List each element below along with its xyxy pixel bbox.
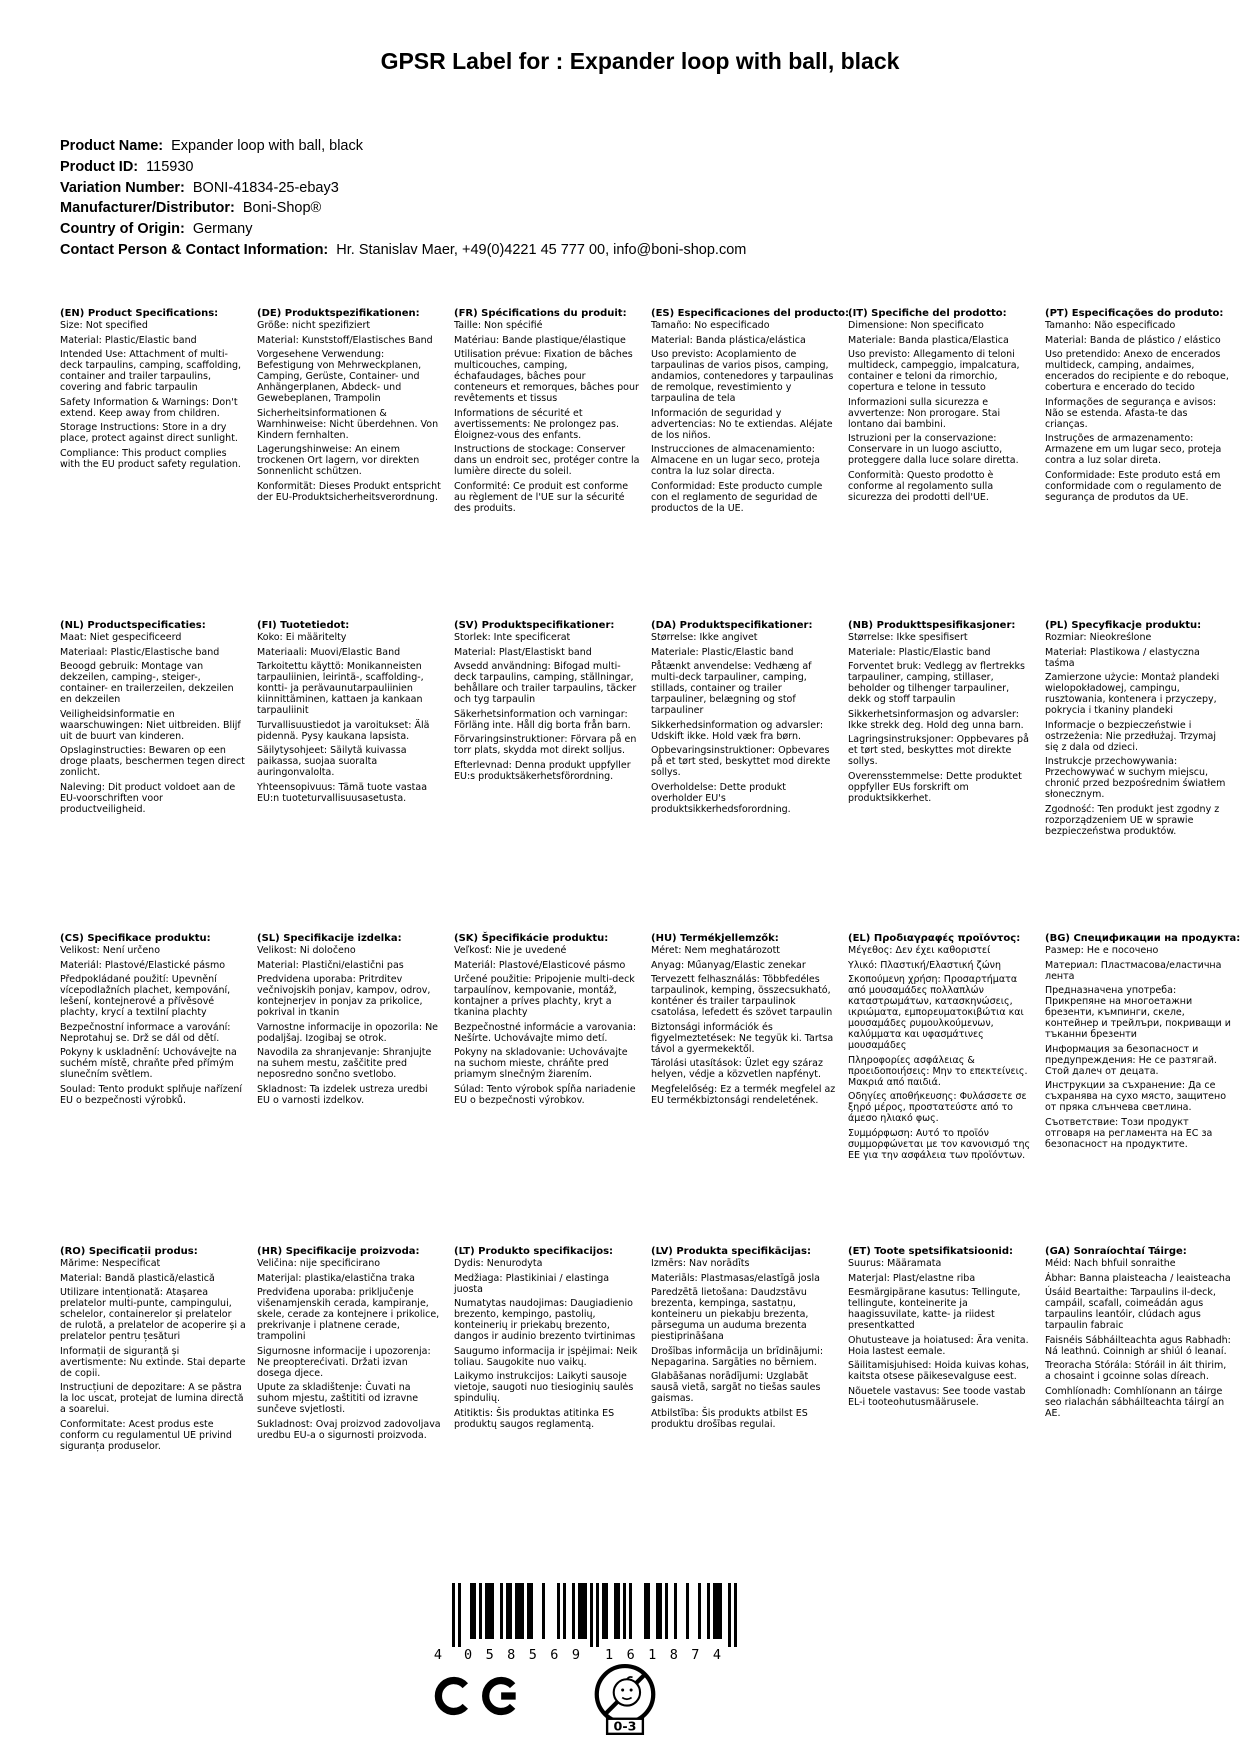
ean13-barcode xyxy=(430,1583,746,1667)
spec-cell-it xyxy=(848,308,1034,620)
spec-paragraph: Предназначена употреба: Прикрепяне на многоетажни брезенти, къмпинги, скеле, контейнер и трейлъри, покриващи и тъканни брезенти xyxy=(1045,985,1231,1040)
spec-cell-lt xyxy=(454,1246,640,1455)
spec-paragraph: Safety Information & Warnings: Don't extend. Keep away from children. xyxy=(60,396,238,419)
spec-paragraph: Naleving: Dit product voldoet aan de EU-voorschriften voor productveiligheid. xyxy=(60,781,236,815)
spec-paragraph: Materiāls: Plastmasas/elastīgā josla xyxy=(651,1272,820,1284)
spec-paragraph: Dimensione: Non specificato xyxy=(848,320,984,331)
product-info xyxy=(60,136,746,261)
spec-paragraph: Sikkerhedsinformation og advarsler: Udskift ikke. Hold væk fra børn. xyxy=(651,719,824,742)
spec-heading: (EN) Product Specifications: xyxy=(60,308,219,319)
spec-paragraph: Material: Banda plástica/elástica xyxy=(651,334,806,346)
spec-paragraph: Conformidade: Este produto está em conformidade com o regulamento de segurança de produtos da UE. xyxy=(1045,469,1222,503)
product-info-label: Manufacturer/Distributor: xyxy=(60,200,235,217)
spec-paragraph: Информация за безопасност и предупреждения: Не се разтягай. Стой далеч от децата. xyxy=(1045,1043,1217,1077)
spec-paragraph: Informations de sécurité et avertissements: Ne prolongez pas. Éloignez-vous des enfants. xyxy=(454,407,620,441)
spec-paragraph: Materiale: Plastic/Elastic band xyxy=(651,646,794,658)
spec-paragraph: Anyag: Műanyag/Elastic zenekar xyxy=(651,959,806,971)
spec-paragraph: Numatytas naudojimas: Daugiadienio brezento, kempingo, pastolių, konteinerių ir priekabų brezento, dangos ir audinio brezento tvirtinimas xyxy=(454,1298,636,1342)
spec-paragraph: Efterlevnad: Denna produkt uppfyller EU:s produktsäkerhetsförordning. xyxy=(454,759,631,782)
spec-heading: (DA) Produktspecifikationer: xyxy=(651,620,813,631)
spec-paragraph: Beoogd gebruik: Montage van dekzeilen, camping-, steiger-, container- en trailerzeilen, dekzeilen en dekzeilen xyxy=(60,661,234,705)
product-info-row xyxy=(60,157,746,178)
spec-heading: (BG) Спецификации на продукта: xyxy=(1045,933,1241,944)
spec-paragraph: Biztonsági információk és figyelmeztetések: Ne tegyük ki. Tartsa távol a gyermekektől. xyxy=(651,1021,834,1055)
barcode-bars xyxy=(430,1583,746,1663)
spec-paragraph: Méid: Nach bhfuil sonraithe xyxy=(1045,1258,1176,1269)
spec-heading: (PL) Specyfikacje produktu: xyxy=(1045,620,1202,631)
spec-paragraph: Pokyny na skladovanie: Uchovávajte na suchom mieste, chráňte pred priamym slnečným žiarením. xyxy=(454,1047,628,1080)
spec-paragraph: Información de seguridad y advertencias: No te extiendas. Aléjate de los niños. xyxy=(651,407,833,441)
spec-paragraph: Materiál: Plastové/Elastické pásmo xyxy=(60,959,226,971)
spec-paragraph: Opbevaringsinstruktioner: Opbevares på et tørt sted, beskyttet mod direkte sollys. xyxy=(651,745,831,778)
spec-paragraph: Zgodność: Ten produkt jest zgodny z rozporządzeniem UE w sprawie bezpieczeństwa produktów. xyxy=(1045,803,1220,837)
spec-paragraph: Megfelelőség: Ez a termék megfelel az EU termékbiztonsági rendeletének. xyxy=(651,1083,836,1106)
spec-paragraph: Förvaringsinstruktioner: Förvara på en torr plats, skydda mot direkt solljus. xyxy=(454,734,637,756)
spec-paragraph: Tervezett felhasználás: Többfedéles tarpaulinok, kemping, összecsukható, konténer és trailer tarpaulinok csatolása, lefedett és szövet tarpaulin xyxy=(651,974,833,1018)
spec-paragraph: Instrukcje przechowywania: Przechowywać w suchym miejscu, chronić przed bezpośrednim światłem słonecznym. xyxy=(1045,756,1226,800)
spec-paragraph: Инструкции за съхранение: Да се съхранява на сухо място, защитено от пряка слънчева светлина. xyxy=(1045,1080,1227,1113)
barcode-leading-digit: 4 xyxy=(433,1647,443,1663)
spec-paragraph: Veličina: nije specificirano xyxy=(257,1258,381,1269)
spec-paragraph: Medžiaga: Plastikiniai / elastinga juosta xyxy=(454,1272,610,1295)
spec-paragraph: Säilitamisjuhised: Hoida kuivas kohas, kaitsta otsese päikesevalguse eest. xyxy=(848,1360,1030,1382)
spec-paragraph: Předpokládané použití: Upevnění vícepodlažních plachet, kempování, lešení, kontejnerové a přívěsové plachty, krycí a textilní plachty xyxy=(60,974,231,1018)
spec-paragraph: Tarkoitettu käyttö: Monikanneisten tarpauliinien, leirintä-, scaffolding-, kontti- ja perävaunutarpauliinien kiinnittäminen, kattaen ja kankaan tarpauliinit xyxy=(257,661,424,716)
spec-paragraph: Säilytysohjeet: Säilytä kuivassa paikassa, suojaa suoralta auringonvalolta. xyxy=(257,745,407,778)
spec-paragraph: Utilisation prévue: Fixation de bâches multicouches, camping, échafaudages, bâches pour conteneurs et remorques, bâches pour revêtements et tissus xyxy=(454,349,639,404)
spec-paragraph: Matériau: Bande plastique/élastique xyxy=(454,334,626,346)
product-info-row xyxy=(60,198,746,219)
spec-paragraph: Storlek: Inte specificerat xyxy=(454,632,571,643)
spec-cell-es xyxy=(651,308,850,620)
spec-paragraph: Taille: Non spécifié xyxy=(454,320,543,331)
spec-cell-el xyxy=(848,933,1034,1246)
spec-cell-en xyxy=(60,308,246,620)
spec-paragraph: Υλικό: Πλαστική/Ελαστική ζώνη xyxy=(848,959,1002,971)
spec-paragraph: Conformità: Questo prodotto è conforme al regolamento sulla sicurezza dei prodotti dell'UE. xyxy=(848,469,994,503)
product-info-row xyxy=(60,219,746,240)
spec-paragraph: Navodila za shranjevanje: Shranjujte na suhem mestu, zaščitite pred neposredno sončno svetlobo. xyxy=(257,1047,432,1080)
spec-paragraph: Informações de segurança e avisos: Não se estenda. Afasta-te das crianças. xyxy=(1045,396,1217,430)
spec-paragraph: Ohutusteave ja hoiatused: Ära venita. Hoia lastest eemale. xyxy=(848,1334,1029,1357)
spec-paragraph: Materijal: plastika/elastična traka xyxy=(257,1272,415,1284)
spec-paragraph: Zamierzone użycie: Montaż plandeki wielopokładowej, campingu, rusztowania, kontenera i przyczepy, pokrycia i tkaniny plandeki xyxy=(1045,672,1220,716)
spec-paragraph: Размер: Не е посочено xyxy=(1045,945,1159,956)
spec-paragraph: Uso previsto: Acoplamiento de tarpaulinas de varios pisos, camping, andamios, contenedores y tarpaulinas de remolque, revestimiento y tarpaulina de tela xyxy=(651,349,834,404)
spec-paragraph: Instrucțiuni de depozitare: A se păstra la loc uscat, protejat de lumina directă a soarelui. xyxy=(60,1382,244,1415)
spec-paragraph: Overensstemmelse: Dette produktet oppfyller EUs forskrift om produktsikkerhet. xyxy=(848,770,1022,804)
age-warning-0-3-icon xyxy=(593,1662,657,1740)
baby-face-icon xyxy=(614,1679,640,1705)
spec-paragraph: Veľkosť: Nie je uvedené xyxy=(454,945,567,956)
spec-paragraph: Sukladnost: Ovaj proizvod zadovoljava uredbu EU-a o sigurnosti proizvoda. xyxy=(257,1418,441,1441)
spec-paragraph: Skladnost: Ta izdelek ustreza uredbi EU o varnosti izdelkov. xyxy=(257,1083,428,1106)
spec-paragraph: Materjal: Plast/elastne riba xyxy=(848,1272,976,1284)
spec-cell-fi xyxy=(257,620,443,933)
spec-paragraph: Instrucciones de almacenamiento: Almacene en un lugar seco, proteja contra la luz solar directa. xyxy=(651,444,820,477)
spec-paragraph: Materiał: Plastikowa / elastyczna taśma xyxy=(1045,646,1200,669)
spec-paragraph: Méret: Nem meghatározott xyxy=(651,945,781,956)
spec-paragraph: Predvidena uporaba: Pritrditev večnivojskih ponjav, kampov, odrov, kontejnerjev in ponjav za prikolice, pokrival in tkanin xyxy=(257,974,431,1018)
spec-paragraph: Uso pretendido: Anexo de encerados multideck, camping, andaimes, encerados do recipiente e do reboque, cobertura e encerado do tecido xyxy=(1045,349,1229,393)
spec-paragraph: Material: Plast/Elastiskt band xyxy=(454,646,592,658)
spec-cell-hu xyxy=(651,933,837,1246)
spec-cell-lv xyxy=(651,1246,837,1455)
spec-paragraph: Utilizare intenționată: Atașarea prelatelor multi-punte, campingului, schelelor, containerelor și prelatelor de rulotă, a prelatelor de acoperire și a prelatelor pentru țesături xyxy=(60,1287,246,1342)
spec-cell-de xyxy=(257,308,443,620)
spec-paragraph: Istruzioni per la conservazione: Conservare in un luogo asciutto, proteggere dalla luce solare diretta. xyxy=(848,433,1019,466)
spec-paragraph: Comhlíonadh: Comhlíonann an táirge seo rialachán sábháilteachta táirgí an AE. xyxy=(1045,1385,1225,1419)
spec-heading: (SV) Produktspecifikationer: xyxy=(454,620,615,631)
spec-paragraph: Intended Use: Attachment of multi-deck tarpaulins, camping, scaffolding, container and trailer tarpaulins, covering and fabric tarpaulin xyxy=(60,349,242,393)
spec-paragraph: Compliance: This product complies with the EU product safety regulation. xyxy=(60,447,241,470)
spec-heading: (IT) Specifiche del prodotto: xyxy=(848,308,1007,319)
spec-cell-bg xyxy=(1045,933,1241,1246)
spec-paragraph: Informații de siguranță și avertismente: Nu extinde. Stai departe de copii. xyxy=(60,1345,246,1379)
spec-paragraph: Úsáid Beartaithe: Tarpaulins il-deck, campáil, scafall, coimeádán agus tarpaulins leantóir, clúdach agus tarpaulin fabraic xyxy=(1045,1287,1216,1331)
spec-cell-sl xyxy=(257,933,443,1246)
spec-paragraph: Velikost: Není určeno xyxy=(60,945,161,956)
product-info-label: Contact Person & Contact Information: xyxy=(60,241,329,258)
spec-paragraph: Tamanho: Não especificado xyxy=(1045,320,1176,331)
spec-heading: (HU) Termékjellemzők: xyxy=(651,933,779,944)
spec-paragraph: Nõuetele vastavus: See toode vastab EL-i tooteohutusmäärusele. xyxy=(848,1385,1026,1408)
spec-paragraph: Materiaali: Muovi/Elastic Band xyxy=(257,646,401,658)
spec-paragraph: Opslaginstructies: Bewaren op een droge plaats, beschermen tegen direct zonlicht. xyxy=(60,745,245,778)
product-info-value: Boni-Shop® xyxy=(242,200,322,217)
spec-paragraph: Treoracha Stórála: Stóráil in áit thirim, a chosaint i gcoinne solas díreach. xyxy=(1045,1360,1227,1382)
spec-cell-ro xyxy=(60,1246,246,1455)
spec-paragraph: Avsedd användning: Bifogad multi-deck tarpaulins, camping, ställningar, behållare och trailer tarpaulins, täcker och tyg tarpaulin xyxy=(454,661,637,705)
spec-paragraph: Paredzētā lietošana: Daudzstāvu brezenta, kempinga, sastatņu, konteineru un piekabju brezenta, pārseguma un auduma brezenta piestiprināšana xyxy=(651,1287,809,1342)
spec-paragraph: Material: Kunststoff/Elastisches Band xyxy=(257,334,433,346)
spec-paragraph: Conformidad: Este producto cumple con el reglamento de seguridad de productos de la UE. xyxy=(651,480,823,514)
spec-paragraph: Predviđena uporaba: priključenje višenamjenskih cerada, kampiranje, skele, cerade za kontejnere i prikolice, prekrivanje i platnene cerade, trampolini xyxy=(257,1287,440,1342)
spec-heading: (FR) Spécifications du produit: xyxy=(454,308,627,319)
spec-paragraph: Maat: Niet gespecificeerd xyxy=(60,632,182,643)
spec-paragraph: Eesmärgipärane kasutus: Tellingute, tellingute, konteinerite ja haagissuvilate, katte- ja riidest presentkatted xyxy=(848,1287,1021,1331)
spec-paragraph: Izmērs: Nav norādīts xyxy=(651,1258,750,1269)
ce-mark-icon xyxy=(432,1676,523,1720)
spec-paragraph: Pokyny k uskladnění: Uchovávejte na suchém místě, chraňte před přímým slunečním světlem. xyxy=(60,1047,237,1080)
spec-paragraph: Dydis: Nenurodyta xyxy=(454,1258,543,1269)
spec-paragraph: Størrelse: Ikke spesifisert xyxy=(848,632,968,643)
spec-paragraph: Συμμόρφωση: Αυτό το προϊόν συμμορφώνεται με τον κανονισμό της ΕΕ για την ασφάλεια των προϊόντων. xyxy=(848,1127,1031,1161)
spec-paragraph: Material: Plastic/Elastic band xyxy=(60,334,197,346)
spec-heading: (ET) Toote spetsifikatsioonid: xyxy=(848,1246,1014,1257)
spec-paragraph: Konformität: Dieses Produkt entspricht der EU-Produktsicherheitsverordnung. xyxy=(257,480,441,503)
spec-paragraph: Påtænkt anvendelse: Vedhæng af multi-deck tarpauliner, camping, stillads, container og trailer tarpauliner, belægning og stof tarpauliner xyxy=(651,661,812,716)
spec-grid xyxy=(60,308,1241,1455)
spec-cell-hr xyxy=(257,1246,443,1455)
spec-paragraph: Instruções de armazenamento: Armazene em um lugar seco, proteja contra a luz solar direta. xyxy=(1045,433,1222,466)
spec-paragraph: Materiale: Plastic/Elastic band xyxy=(848,646,991,658)
spec-heading: (PT) Especificações do produto: xyxy=(1045,308,1224,319)
spec-cell-sk xyxy=(454,933,640,1246)
spec-paragraph: Størrelse: Ikke angivet xyxy=(651,632,758,643)
spec-paragraph: Informazioni sulla sicurezza e avvertenze: Non prorogare. Stai lontano dai bambini. xyxy=(848,396,1001,430)
spec-paragraph: Laikymo instrukcijos: Laikyti sausoje vietoje, saugoti nuo tiesioginių saulės spindulių. xyxy=(454,1371,634,1404)
spec-cell-ga xyxy=(1045,1246,1231,1455)
product-info-label: Country of Origin: xyxy=(60,221,185,238)
spec-paragraph: Faisnéis Sábháilteachta agus Rabhadh: Ná leathnú. Coinnigh ar shiúl ó leanaí. xyxy=(1045,1334,1231,1357)
spec-heading: (FI) Tuotetiedot: xyxy=(257,620,350,631)
spec-heading: (LT) Produkto specifikacijos: xyxy=(454,1246,614,1257)
spec-paragraph: Bezpečnostní informace a varování: Neprotahuj se. Drž se dál od dětí. xyxy=(60,1021,231,1044)
spec-paragraph: Σκοπούμενη χρήση: Προσαρτήματα από μουσαμάδες πολλαπλών καταστρωμάτων, κατασκηνώσεις, ικριώματα, εμπορευματοκιβώτια και μουσαμάδες ρυμουλκούμενων, καλύμματα και υφασμάτινες μουσαμάδες xyxy=(848,974,1024,1051)
spec-paragraph: Atitiktis: Šis produktas atitinka ES produktų saugos reglamentą. xyxy=(454,1407,615,1430)
spec-paragraph: Material: Bandă plastică/elastică xyxy=(60,1272,215,1284)
spec-paragraph: Forventet bruk: Vedlegg av flertrekks tarpauliner, camping, stillaser, beholder og tilhenger tarpauliner, dekk og stoff tarpaulin xyxy=(848,661,1025,705)
spec-paragraph: Mărime: Nespecificat xyxy=(60,1258,161,1269)
page-title: GPSR Label for : Expander loop with ball, black xyxy=(380,48,900,74)
spec-paragraph: Sigurnosne informacije i upozorenja: Ne preopterećivati. Držati izvan dosega djece. xyxy=(257,1345,431,1379)
barcode-right-group: 161874 xyxy=(605,1647,721,1663)
spec-paragraph: Instructions de stockage: Conserver dans un endroit sec, protéger contre la lumière directe du soleil. xyxy=(454,444,640,477)
spec-paragraph: Materiale: Banda plastica/Elastica xyxy=(848,334,1009,346)
spec-heading: (GA) Sonraíochtaí Táirge: xyxy=(1045,1246,1187,1257)
spec-heading: (RO) Specificații produs: xyxy=(60,1246,198,1257)
spec-paragraph: Tárolási utasítások: Üzlet egy száraz helyen, védje a közvetlen napfényt. xyxy=(651,1058,823,1080)
spec-paragraph: Sikkerhetsinformasjon og advarsler: Ikke strekk deg. Hold deg unna barn. xyxy=(848,708,1024,731)
spec-paragraph: Uso previsto: Allegamento di teloni multideck, campeggio, impalcatura, container e teloni da rimorchio, copertura e telone in tessuto xyxy=(848,349,1020,393)
spec-cell-nl xyxy=(60,620,246,933)
spec-paragraph: Materiaal: Plastic/Elastische band xyxy=(60,646,220,658)
spec-heading: (ES) Especificaciones del producto: xyxy=(651,308,850,319)
product-info-label: Product Name: xyxy=(60,138,164,154)
spec-paragraph: Velikost: Ni določeno xyxy=(257,945,356,956)
spec-heading: (EL) Προδιαγραφές προϊόντος: xyxy=(848,933,1021,944)
spec-paragraph: Μέγεθος: Δεν έχει καθοριστεί xyxy=(848,945,991,956)
spec-paragraph: Material: Plastični/elastični pas xyxy=(257,959,404,971)
spec-paragraph: Atbilstība: Šis produkts atbilst ES produktu drošības regulai. xyxy=(651,1407,808,1430)
spec-heading: (SK) Špecifikácie produktu: xyxy=(454,933,609,944)
spec-paragraph: Drošības informācija un brīdinājumi: Nepagarina. Sargāties no bērniem. xyxy=(651,1345,824,1368)
spec-paragraph: Určené použitie: Pripojenie multi-deck tarpaulínov, kempovanie, montáž, kontajner a príves plachty, kryt a tkanina plachty xyxy=(454,974,635,1018)
age-warning-label: 0-3 xyxy=(613,1718,637,1734)
spec-heading: (LV) Produkta specifikācijas: xyxy=(651,1246,811,1257)
spec-paragraph: Informacje o bezpieczeństwie i ostrzeżenia: Nie przedłużaj. Trzymaj się z dala od dzieci. xyxy=(1045,719,1217,753)
spec-paragraph: Size: Not specified xyxy=(60,320,148,331)
spec-paragraph: Съответствие: Този продукт отговаря на регламента на ЕС за безопасност на продуктите. xyxy=(1045,1116,1213,1150)
spec-paragraph: Größe: nicht spezifiziert xyxy=(257,320,371,331)
spec-cell-fr xyxy=(454,308,640,620)
spec-paragraph: Veiligheidsinformatie en waarschuwingen: Niet uitbreiden. Blijf uit de buurt van kinderen. xyxy=(60,708,241,742)
spec-paragraph: Bezpečnostné informácie a varovania: Nešírte. Uchovávajte mimo detí. xyxy=(454,1021,637,1044)
spec-paragraph: Rozmiar: Nieokreślone xyxy=(1045,632,1152,643)
product-info-label: Variation Number: xyxy=(60,179,185,196)
spec-paragraph: Suurus: Määramata xyxy=(848,1258,942,1269)
spec-paragraph: Conformitate: Acest produs este conform cu regulamentul UE privind siguranța produselor. xyxy=(60,1418,232,1452)
spec-paragraph: Conformité: Ce produit est conforme au règlement de l'UE sur la sécurité des produits. xyxy=(454,480,629,514)
product-info-value: Hr. Stanislav Maer, +49(0)4221 45 777 00, info@boni-shop.com xyxy=(336,241,747,258)
spec-paragraph: Turvallisuustiedot ja varoitukset: Älä pidennä. Pysy kaukana lapsista. xyxy=(257,719,430,742)
spec-heading: (NB) Produkttspesifikasjoner: xyxy=(848,620,1016,631)
spec-heading: (HR) Specifikacije proizvoda: xyxy=(257,1246,420,1257)
spec-paragraph: Lagringsinstruksjoner: Oppbevares på et tørt sted, beskyttes mot direkte sollys. xyxy=(848,734,1029,767)
spec-cell-et xyxy=(848,1246,1034,1455)
spec-paragraph: Storage Instructions: Store in a dry place, protect against direct sunlight. xyxy=(60,422,238,444)
spec-paragraph: Yhteensopivuus: Tämä tuote vastaa EU:n tuoteturvallisuusasetusta. xyxy=(257,781,428,804)
product-info-value: BONI-41834-25-ebay3 xyxy=(192,179,339,196)
spec-paragraph: Koko: Ei määritelty xyxy=(257,632,347,643)
spec-paragraph: Sicherheitsinformationen & Warnhinweise: Nicht überdehnen. Von Kindern fernhalten. xyxy=(257,407,439,441)
barcode-left-group: 058569 xyxy=(464,1647,580,1663)
spec-cell-pl xyxy=(1045,620,1231,933)
spec-cell-sv xyxy=(454,620,640,933)
spec-paragraph: Säkerhetsinformation och varningar: Förläng inte. Håll dig borta från barn. xyxy=(454,708,631,731)
spec-paragraph: Saugumo informacija ir įspėjimai: Neik toliau. Saugokite nuo vaikų. xyxy=(454,1345,638,1368)
spec-cell-pt xyxy=(1045,308,1231,620)
spec-paragraph: Upute za skladištenje: Čuvati na suhom mjestu, zaštititi od izravne sunčeve svjetlosti. xyxy=(257,1382,419,1415)
spec-cell-nb xyxy=(848,620,1034,933)
spec-paragraph: Πληροφορίες ασφάλειας & προειδοποιήσεις: Μην το επεκτείνεις. Μακριά από παιδιά. xyxy=(848,1054,1028,1088)
product-info-row xyxy=(60,178,746,199)
spec-paragraph: Tamaño: No especificado xyxy=(651,320,770,331)
product-info-label: Product ID: xyxy=(60,158,139,175)
spec-cell-da xyxy=(651,620,837,933)
spec-paragraph: Lagerungshinweise: An einem trockenen Ort lagern, vor direkten Sonnenlicht schützen. xyxy=(257,444,420,477)
spec-paragraph: Материал: Пластмасова/еластична лента xyxy=(1045,959,1222,982)
spec-heading: (CS) Specifikace produktu: xyxy=(60,933,211,944)
spec-paragraph: Overholdelse: Dette produkt overholder EU's produktsikkerhedsforordning. xyxy=(651,781,791,815)
product-info-value: 115930 xyxy=(146,158,194,175)
spec-heading: (NL) Productspecificaties: xyxy=(60,620,206,631)
product-info-row xyxy=(60,240,746,261)
product-info-row xyxy=(60,136,746,157)
spec-paragraph: Materiál: Plastové/Elasticové pásmo xyxy=(454,959,626,971)
product-info-value: Expander loop with ball, black xyxy=(171,138,363,154)
spec-paragraph: Vorgesehene Verwendung: Befestigung von Mehrweckplanen, Camping, Gerüste, Container- und Anhängerplanen, Abdeck- und Gewebeplanen, Trampolin xyxy=(257,349,422,404)
product-info-value: Germany xyxy=(192,221,253,238)
spec-paragraph: Material: Banda de plástico / elástico xyxy=(1045,334,1221,346)
spec-paragraph: Soulad: Tento produkt splňuje nařízení EU o bezpečnosti výrobků. xyxy=(60,1083,243,1106)
spec-paragraph: Οδηγίες αποθήκευσης: Φυλάσσετε σε ξηρό μέρος, προστατεύστε από το άμεσο ηλιακό φως. xyxy=(848,1091,1027,1124)
spec-heading: (SL) Specifikacije izdelka: xyxy=(257,933,402,944)
spec-paragraph: Ábhar: Banna plaisteacha / leaisteacha xyxy=(1045,1272,1231,1284)
spec-paragraph: Súlad: Tento výrobok spĺňa nariadenie EU o bezpečnosti výrobkov. xyxy=(454,1083,636,1106)
spec-paragraph: Glabāšanas norādījumi: Uzglabāt sausā vietā, sargāt no tiešas saules gaismas. xyxy=(651,1371,821,1404)
spec-paragraph: Varnostne informacije in opozorila: Ne podaljšaj. Izogibaj se otrok. xyxy=(257,1021,439,1044)
spec-cell-cs xyxy=(60,933,246,1246)
spec-heading: (DE) Produktspezifikationen: xyxy=(257,308,420,319)
